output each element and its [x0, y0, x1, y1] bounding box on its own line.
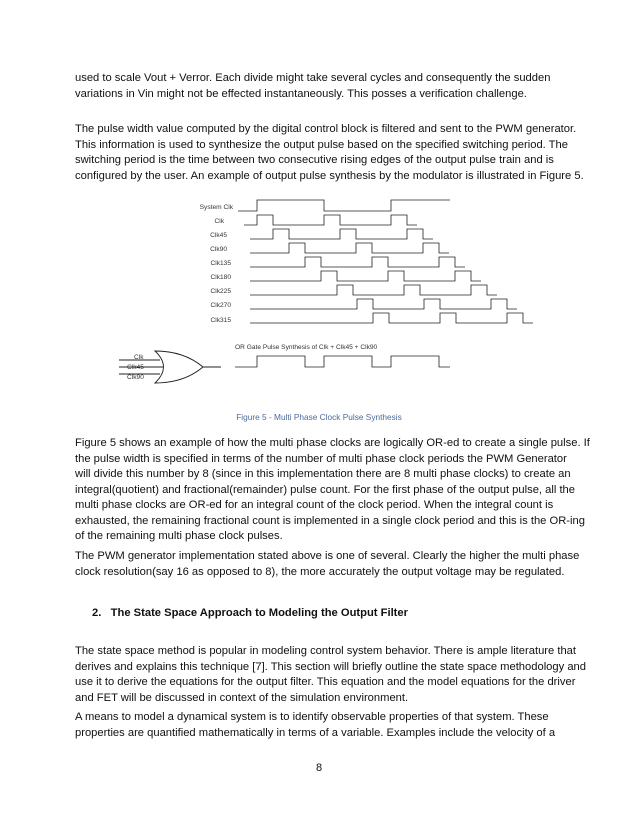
clk90-waveform: [250, 243, 449, 253]
paragraph-dynamical-system: [75, 710, 575, 741]
clock-label: Clk45: [210, 232, 227, 239]
paragraph-pwm-implementation: [75, 549, 580, 580]
paragraph-pwm: [75, 122, 584, 184]
or-gate-title: OR Gate Pulse Synthesis of Clk + Clk45 + Clk90: [235, 344, 378, 351]
text-line: The pulse width value computed by the digital control block is filtered and sent to the PWM generator.: [75, 123, 577, 135]
clock-label: Clk270: [210, 302, 231, 309]
paragraph-figure-explanation: [75, 436, 590, 545]
text-line: This information is used to synthesize the output pulse based on the specified switching period. The: [75, 138, 568, 151]
text-line: The state space method is popular in modeling control system behavior. There is ample literature that: [75, 645, 577, 657]
clock-label: Clk: [214, 218, 224, 225]
clock-label: Clk135: [210, 260, 231, 267]
clk45-waveform: [250, 229, 433, 239]
text-line: Figure 5 shows an example of how the multi phase clocks are logically OR-ed to create a single pulse. If: [75, 437, 590, 449]
text-line: properties are quantified mathematically in terms of a variable. Examples include the velocity of a: [75, 726, 556, 739]
text-line: and FET will be discussed in context of the simulation environment.: [75, 691, 409, 704]
clock-label: System Clk: [199, 204, 233, 211]
text-line: exhausted, the remaining fractional count is implemented in a single clock period and this is the OR-ing: [75, 514, 585, 527]
clk270-waveform: [250, 299, 517, 309]
multi-phase-clock-figure: [0, 196, 638, 406]
gate-input-label: Clk90: [127, 374, 144, 381]
clk315-waveform: [250, 313, 533, 323]
clk-waveform: [244, 215, 417, 225]
gate-input-label: Clk: [134, 354, 144, 361]
text-line: used to scale Vout + Verror. Each divide might take several cycles and consequently the sudden: [75, 72, 551, 84]
section-title: The State Space Approach to Modeling the Output Filter: [110, 607, 408, 619]
clock-label: Clk315: [210, 317, 231, 324]
section-number: 2.: [92, 607, 102, 619]
text-line: of the remaining multi phase clock pulses.: [75, 530, 283, 542]
gate-input-label: Clk45: [127, 364, 144, 371]
clk135-waveform: [250, 257, 465, 267]
text-line: the pulse width is specified in terms of the number of multi phase clock periods the PWM Generator: [75, 452, 567, 465]
text-line: The PWM generator implementation stated above is one of several. Clearly the higher the multi phase: [75, 550, 580, 562]
text-line: derives and explains this technique [7]. This section will briefly outline the state space methodology and: [75, 660, 586, 673]
text-line: variations in Vin might not be effected instantaneously. This posses a verification challenge.: [75, 87, 527, 100]
system-clock-waveform: [238, 200, 450, 211]
clk180-waveform: [250, 271, 481, 281]
text-line: integral(quotient) and fractional(remainder) pulse count. For the first phase of the output pulse, all the: [75, 483, 575, 496]
page-number: 8: [315, 762, 323, 774]
clock-label: Clk225: [210, 288, 231, 295]
clk225-waveform: [250, 285, 497, 295]
paragraph-intro: [75, 71, 575, 102]
text-line: will divide this number by 8 (since in this implementation there are 8 multi phase clocks) to create an: [75, 468, 571, 480]
text-line: use it to derive the equations for the output filter. This equation and the model equations for the driver: [75, 676, 576, 688]
text-line: clock resolution(say 16 as opposed to 8), the more accurately the output voltage may be regulated.: [75, 565, 565, 578]
paragraph-state-space: [75, 644, 586, 706]
text-line: switching period is the time between two consecutive rising edges of the output pulse train and is: [75, 154, 554, 166]
text-line: configured by the user. An example of output pulse synthesis by the modulator is illustrated in Figure 5.: [75, 169, 584, 182]
clock-label: Clk90: [210, 246, 227, 253]
text-line: multi phase clocks are OR-ed for an integral count of the clock period. When the integral count is: [75, 499, 554, 511]
figure-caption: Figure 5 - Multi Phase Clock Pulse Synthesis: [236, 412, 402, 422]
clock-label: Clk180: [210, 274, 231, 281]
or-output-waveform: [235, 356, 450, 367]
text-line: A means to model a dynamical system is to identify observable properties of that system. These: [75, 711, 549, 723]
section-heading: [92, 607, 408, 619]
